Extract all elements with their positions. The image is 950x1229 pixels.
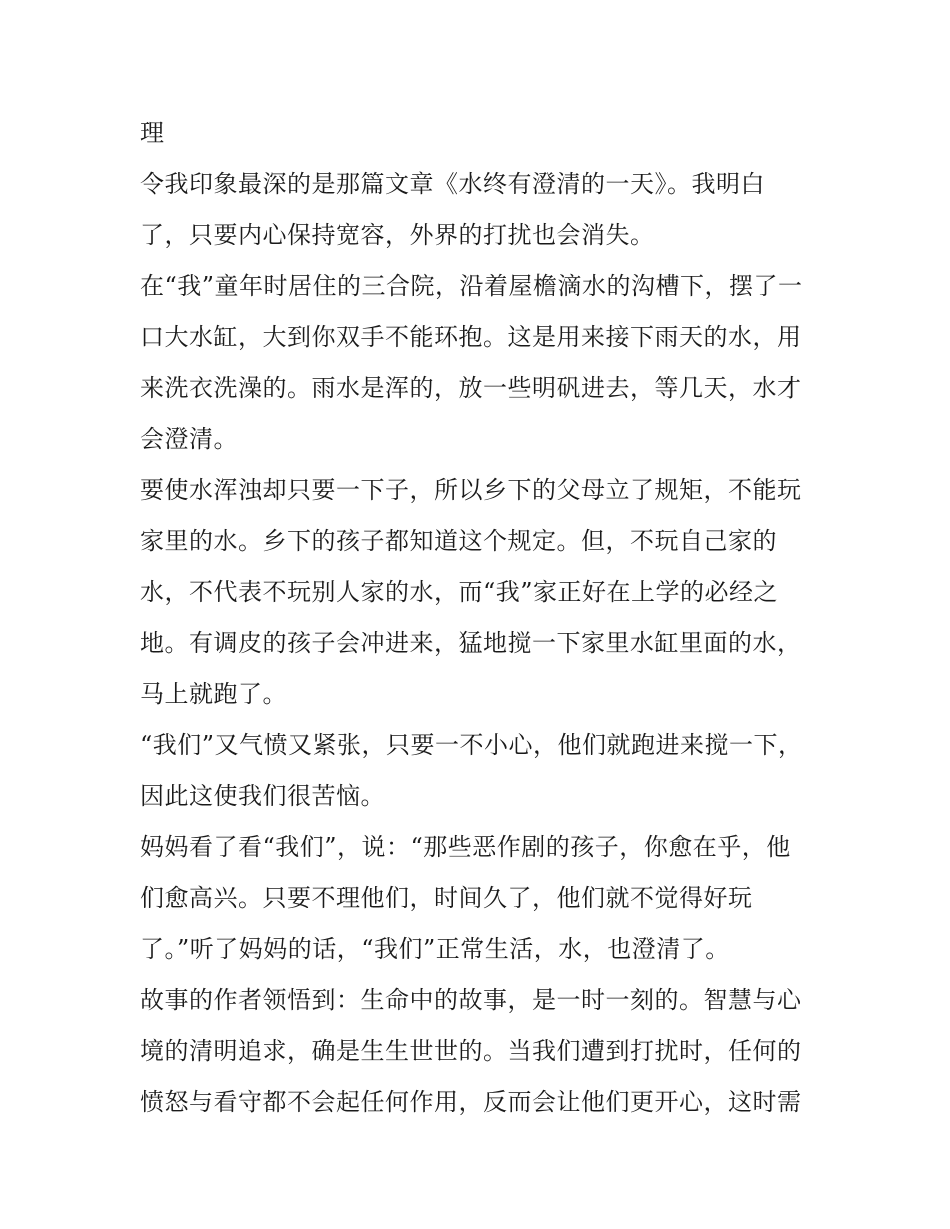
text-line: 愤怒与看守都不会起任何作用，反而会让他们更开心，这时需 (140, 1088, 802, 1116)
text-line: 了，只要内心保持宽容，外界的打扰也会消失。 (140, 221, 655, 249)
document-body (140, 108, 830, 1128)
text-line: 了。”听了妈妈的话，“我们”正常生活，水，也澄清了。 (140, 935, 730, 963)
text-line: 要使水浑浊却只要一下子，所以乡下的父母立了规矩，不能玩 (140, 476, 802, 504)
text-line: 马上就跑了。 (140, 680, 287, 708)
text-line: 地。有调皮的孩子会冲进来，猛地搅一下家里水缸里面的水， (140, 629, 802, 657)
text-line: 们愈高兴。只要不理他们，时间久了，他们就不觉得好玩 (140, 884, 753, 912)
text-line: 境的清明追求，确是生生世世的。当我们遭到打扰时，任何的 (140, 1037, 802, 1065)
text-line: “我们”又气愤又紧张，只要一不小心，他们就跑进来搅一下， (140, 731, 803, 759)
text-line: 因此这使我们很苦恼。 (140, 782, 385, 810)
text-line: 令我印象最深的是那篇文章《水终有澄清的一天》。我明白 (140, 170, 765, 198)
text-line: 家里的水。乡下的孩子都知道这个规定。但，不玩自己家的 (140, 527, 777, 555)
text-line: 口大水缸，大到你双手不能环抱。这是用来接下雨天的水，用 (140, 323, 802, 351)
text-line: 在“我”童年时居住的三合院，沿着屋檐滴水的沟槽下，摆了一 (140, 272, 803, 300)
text-line: 来洗衣洗澡的。雨水是浑的，放一些明矾进去，等几天，水才 (140, 374, 802, 402)
text-line: 妈妈看了看“我们”，说：“那些恶作剧的孩子，你愈在乎，他 (140, 833, 791, 861)
text-line: 故事的作者领悟到：生命中的故事，是一时一刻的。智慧与心 (140, 986, 802, 1014)
text-line: 水，不代表不玩别人家的水，而“我”家正好在上学的必经之 (140, 578, 779, 606)
text-line: 会澄清。 (140, 425, 238, 453)
text-line: 理 (140, 119, 165, 147)
